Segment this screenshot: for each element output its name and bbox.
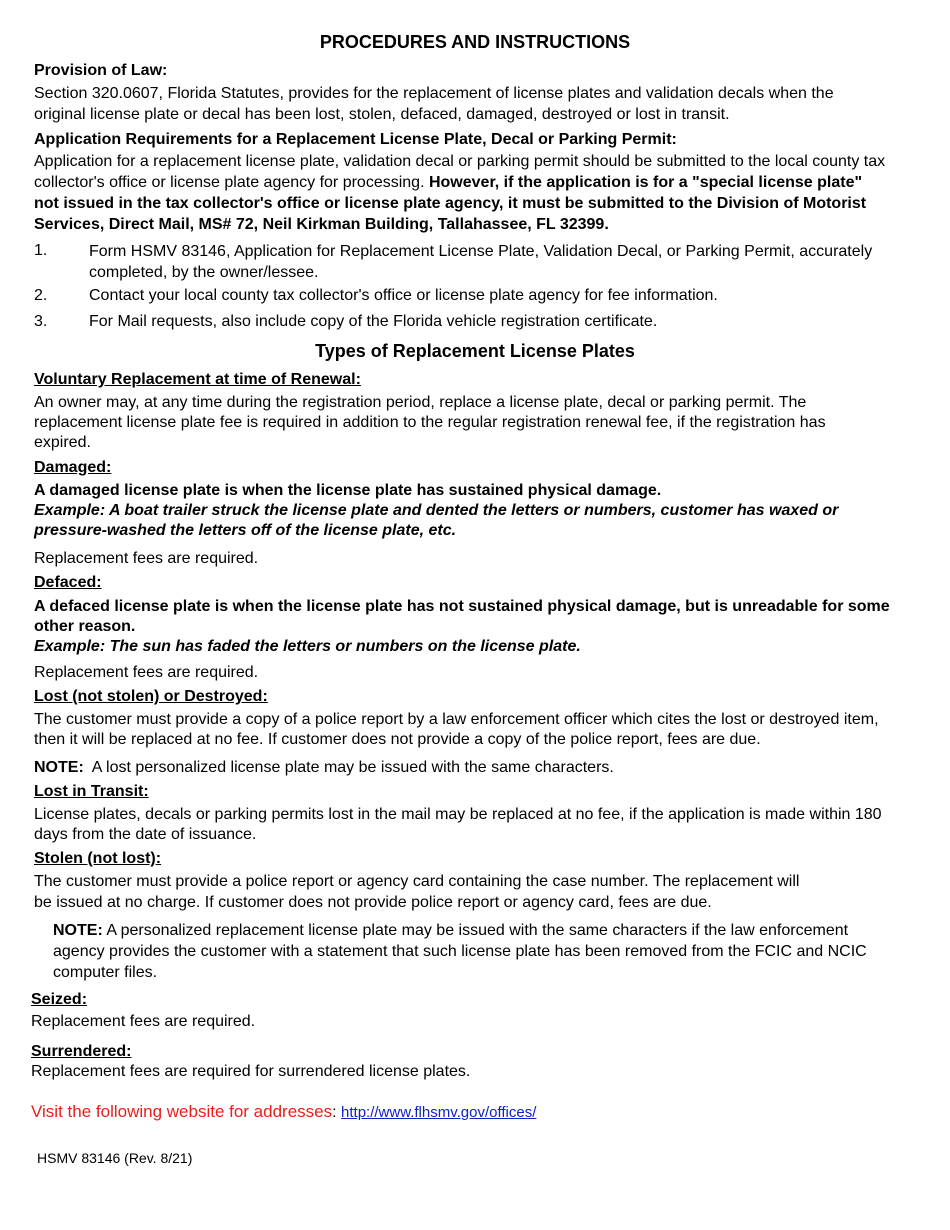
form-number-footer: HSMV 83146 (Rev. 8/21) <box>37 1150 193 1166</box>
requirements-text <box>34 151 889 235</box>
list-item-number: 1. <box>34 242 48 259</box>
lost-transit-heading: Lost in Transit: <box>34 783 149 800</box>
stolen-text-line1: The customer must provide a police report or agency card containing the case number. The replacement will <box>34 873 800 890</box>
website-line <box>31 1102 911 1123</box>
defaced-heading: Defaced: <box>34 574 102 591</box>
defaced-fee: Replacement fees are required. <box>34 664 259 681</box>
voluntary-text: An owner may, at any time during the registration period, replace a license plate, decal or parking permit. The replacement license plate fee is required in addition to the regular registration renewal fee, if the registration has expired. <box>34 394 826 451</box>
provision-text: Section 320.0607, Florida Statutes, provides for the replacement of license plates and validation decals when the original license plate or decal has been lost, stolen, defaced, damaged, destroyed or lost in transit. <box>34 85 834 123</box>
stolen-note <box>53 920 883 983</box>
note-text: A personalized replacement license plate may be issued with the same characters if the law enforcement agency provides the customer with a statement that such license plate has been removed from the FCIC and NCIC computer files. <box>53 922 867 981</box>
voluntary-heading: Voluntary Replacement at time of Renewal: <box>34 371 361 388</box>
requirements-text-regular: Application for a replacement license plate, validation decal or parking permit should be submitted to the local county tax collector's office or license plate agency for processing. <box>34 153 886 191</box>
website-label: Visit the following website for addresses <box>31 1102 333 1121</box>
list-item-text: Form HSMV 83146, Application for Replacement License Plate, Validation Decal, or Parking Permit, accurately completed, by the owner/lessee. <box>89 243 873 281</box>
defaced-definition: A defaced license plate is when the license plate has not sustained physical damage, but is unreadable for some other reason. <box>34 598 890 635</box>
website-colon: : <box>332 1104 337 1121</box>
damaged-fee: Replacement fees are required. <box>34 550 259 567</box>
provision-heading: Provision of Law: <box>34 62 168 79</box>
lost-destroyed-heading: Lost (not stolen) or Destroyed: <box>34 688 268 705</box>
damaged-definition: A damaged license plate is when the license plate has sustained physical damage. <box>34 482 662 499</box>
stolen-heading: Stolen (not lost): <box>34 850 162 867</box>
damaged-heading: Damaged: <box>34 459 112 476</box>
lost-destroyed-text: The customer must provide a copy of a police report by a law enforcement officer which cites the lost or destroyed item, then it will be replaced at no fee. If customer does not provide a copy of the police report, fees are due. <box>34 711 879 748</box>
offices-link[interactable]: http://www.flhsmv.gov/offices/ <box>341 1104 537 1121</box>
seized-text: Replacement fees are required. <box>31 1013 256 1030</box>
note-text: A lost personalized license plate may be issued with the same characters. <box>91 759 614 776</box>
page-title: PROCEDURES AND INSTRUCTIONS <box>319 32 631 52</box>
lost-destroyed-note <box>34 758 914 778</box>
requirements-heading: Application Requirements for a Replacement License Plate, Decal or Parking Permit: <box>34 131 677 148</box>
lost-transit-text: License plates, decals or parking permits lost in the mail may be replaced at no fee, if the application is made within 180 days from the date of issuance. <box>34 806 882 843</box>
surrendered-heading: Surrendered: <box>31 1043 132 1060</box>
list-item-number: 2. <box>34 287 48 304</box>
list-item-number: 3. <box>34 313 48 330</box>
surrendered-text: Replacement fees are required for surrendered license plates. <box>31 1063 471 1080</box>
types-title: Types of Replacement License Plates <box>315 341 635 361</box>
requirements-text-bold: However, if the application is for a "special license plate" not issued in the tax collector's office or license plate agency, it must be submitted to the Division of Motorist Services, Direct Mail, MS# 72, Neil Kirkman Building, Tallahassee, FL 32399. <box>34 174 867 233</box>
note-label: NOTE: <box>53 922 103 939</box>
list-item-text: For Mail requests, also include copy of the Florida vehicle registration certificate. <box>89 313 658 330</box>
stolen-text-line2: be issued at no charge. If customer does not provide police report or agency card, fees are due. <box>34 894 712 911</box>
seized-heading: Seized: <box>31 991 88 1008</box>
defaced-example: Example: The sun has faded the letters or numbers on the license plate. <box>34 638 581 655</box>
note-label: NOTE: <box>34 759 84 776</box>
damaged-example: Example: A boat trailer struck the license plate and dented the letters or numbers, customer has waxed or pressure-washed the letters off of the license plate, etc. <box>34 502 839 539</box>
list-item-text: Contact your local county tax collector's office or license plate agency for fee information. <box>89 287 718 304</box>
